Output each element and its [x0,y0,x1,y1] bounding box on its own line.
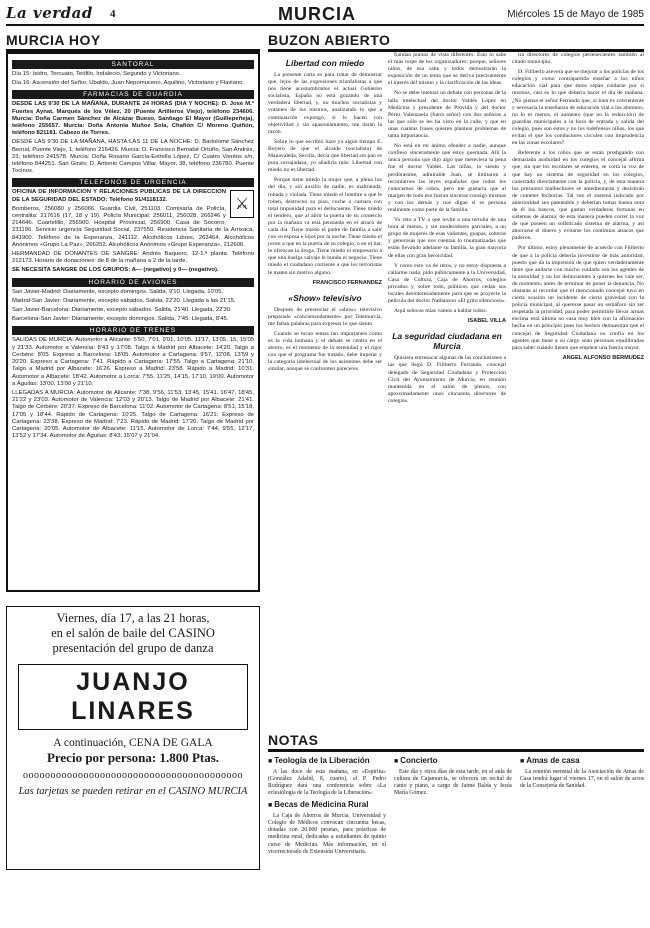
casino-advertisement [6,606,260,870]
flight-sj-barcelona: San Javier-Barcelona: Diariamente, excepto sábados. Salida, 21'40. Llegada, 22'30. [12,307,232,314]
buzon-column-3 [512,52,644,724]
article-title-seguridad: La seguridad ciudadana en Murcia [392,331,502,352]
article-paragraph: Porque tiene miedo la mujer que, a plena luz del día, y sin auxilio de nadie, es maltratada, robada y violada. Tiene miedo el hombre a que le roben, destrocen su piso, coche o camara con total impunidad para el delincuente. Tiene miedo el tendero, que al abrir la puerta de su comercio por la mañana va está pensando en el atraco de cada día. Tiene miedo el padre de familia a salir con su esposa e hijos por la noche. Tiene miedo el joven a que en la puerta de su colegio, o en el bar, le ofrezcan la droga. Tiene miedo el empresario a que una huelga salvaje le hunda el negocio. Tiene miedo el ciudadano corriente a que los terroristas le maten sin motivo alguno. [268,177,382,276]
notas-column-1 [268,754,386,882]
urgencia-band: TELEFONOS DE URGENCIA [12,178,254,187]
nota-title: ■ Amas de casa [520,756,644,767]
article-paragraph: Sobre lo que escribió hace ya algún tiempo E. Boyero de que el alcalde (socialista) de Manavaleda, Sevilla, decía que libertad sin pan es pura cerrajadaza, yo añadiría más: Libertad con miedo no es libertad. [268,138,382,174]
article-signature: FRANCISCO FERNANDEZ [312,279,382,286]
article-paragraph: No se debe intentar un debate con personas de la talla intelectual del doctor Valdés López en Medicina y presidente de Provida y del doctor Pérez Valenzuela (fuera señor) con dos señoras a las que sólo se les ha visto en la calle, y que en unas cuantas frases quieren plantear problemas de tanta importancia. [388,90,506,140]
article-paragraph: Por último, estoy plenamente de acuerdo con Filiberto de que a la policía debería investirse de más autoridad, puesto que da la impresión de que quien verdaderamente tiene que andarse con mucho cuidado son los agentes de la autoridad y no los delincuentes a quienes les vale ser, de momento, antes de terminar de poner la denuncia. No obstante al recordar que el mencionado concejal tuvo en cierta ocasión un incidente de cierta gravedad con la policía municipal, al quererse pasar un semáforo sin ser respetada la prioridad, para poder permitirle llevar armas encima está última no casa muy bien con la afirmación hecha en un principio pues los hechos demuestran que el concejal de Seguridad Ciudadana no confía en los agentes que tiene a su cargo sean personas equilibradas para saber cuándo tienen que emplear una fuerza mayor. [512,245,644,351]
article-title-libertad: Libertad con miedo [285,58,365,68]
article-signature: ANGEL ALFONSO BERMUDEZ [562,354,644,361]
ad-circle-border: oooooooooooooooooooooooooooooooooooooooo [23,770,243,781]
nota-title: ■ Becas de Medicina Rural [268,800,386,811]
ad-date-line: Viernes, día 17, a las 21 horas, [56,611,210,625]
ad-dinner-line: A continuación, CENA DE GALA [53,737,213,749]
urgencia-info-office: OFICINA DE INFORMACION Y RELACIONES PUBLICAS DE LA DIRECCION DE LA SEGURIDAD DEL ESTADO: Teléfono 91/4118132. [12,189,226,203]
nota-text: Este día y otros días de esta tarde, en el aula de cultura de Cajamurcia, se ofrecerá un recital de canto y piano, a cargo de Jaime Balda y Jesús María Gómez. [394,768,512,797]
train-departures: SALIDAS DE MURCIA: Automotor a Alicante: 5'50, 7'01, 9'01, 10'05, 11'17, 13'05, 15, 15'05 y 21'33. Automotor a Valencia: 8'43 y 17'08. Talgo a Madrid por Albacete: 14'20. Talgo a Cerbère: 8'05. Expreso a Barcelona: 18'05. Automotor a Cartagena: 9'57, 12'08, 13'59 y 20'20. Expreso a Cartagena: 7'41. Rápido a Cartagena: 17'55. Talgo a Cartagena: 21'10. Talgo a Madrid por Albacete: 16'26. Expreso a Madrid: 23'58. Rápido a Madrid: 10'31. Automotor a Albacete: 18'42. Automotor a Lorca: 7'55, 11'25, 14'15, 17'10, 19'00. Automotor a Águilas: 13'00, 13'00 y 21'10. [12,337,254,387]
page-number: 4 [110,8,116,20]
article-paragraph: Quisiera entresacar algunas de las conclusiones a las que llegó D. Filiberto Ferrando, concejal delegado de Seguridad Ciudadana y Protección Civil del Ayuntamiento de Murcia, en reunión mantenida en el salón de plenos, con aproximadamente unos cincuenta directores de colegios. [388,355,506,404]
farmacias-until-11: DESDE LAS 9'30 DE LA MAÑANA, HASTA LAS 11 DE LA NOCHE: D. Bartolomé Sánchez Bernal, Puente Viejo, 1, teléfono 216426. Murcia: D. Francisco Bernabé Ortuño, San Andrés, 23, teléfono 241578. Murcia: Doña Rosario García-Estrella López, C/ Cuatro Vientos s/n, teléfono 844251. San Ginés; D. Antonio Campos Villar, Mayor, 38, teléfono 236780. Puente Tocinos. [12,139,254,175]
train-arrivals: LLEGADAS A MURCIA: Automotor de Alicante: 7'38, 9'56, 11'53, 13'45, 15'41, 16'47, 18'45, 21'22 y 23'03. Automotor de Valencia: 12'03 y 20'13. Talgo de Madrid por Albacete: 21'41. Talgo de Cerbère: 20'37. Expreso de Barcelona: 11'02. Automotor de Cartagena: 8'51, 15'18, 17'05 y 18'44. Rápido de Cartagena: 10'25. Talgo de Cartagena: 16'21. Expreso de Cartagena: 23'38. Expreso de Madrid: 7'23. Rápido de Madrid: 17'20. Talgo de Madrid por Cartagena: 20'05. Automotor de Albacete: 11'15. Automotor de Lorca: 7'44, 9'55, 12'17, 13'52 y 17'34. Automotor de Águilas: 8'43, 15'07 y 21'04. [12,389,254,440]
murcia-hoy-heading: MURCIA HOY [6,32,260,52]
section-title: MURCIA [278,4,356,24]
masthead [6,4,644,26]
santoral-band: SANTORAL [12,60,254,69]
article-paragraph: Cuando se tocan temas tan importantes como es la vida humana y el debate se centra en el aborto, es el momento de la serenidad y el rigor con que el programa fue tratado, debe imperar y la categoría intelectual de los asistentes debe ser similar, aunque se confronten pareceres. [268,331,382,373]
nota-title: ■ Teología de la Liberación [268,756,386,767]
notas-heading: NOTAS [268,732,644,752]
article-paragraph: D. Filiberto asevera que se mejorar a los policías de los colegios y como contrapartida enseñar a los niños educación vial para que éstos sepan cuidarse por sí mismos, casi es lo que debería hacer el día de mañana. ¿No piensa el señor Ferrando que, si bien es conveniente y necesaria la enseñanza de educación vial a los alumnos, no lo es menos, el aumento (que no la reducción) de guardias municipales a la hora de entrada y salida del colegio, pues son éstos y no los indefensos niños, los que evitan el que los conductores circulen con imprudencia en las zonas escolares? [512,69,644,147]
nota-text: La reunión mensual de la Asociación de Amas de Casa tendrá lugar el viernes 17, en el salón de actos de la Consejería de Sanidad. [520,768,644,789]
article-paragraph: fiandan puntos de vista diferentes. Esto lo sabe el más torpe de los organizadores; porque, señores niños, de esa sabe y todos demostrarán la exposición de un tema que se deriva precisamente el interés del mismo y la clarificación de las ideas. [388,52,506,87]
notas-section [268,732,644,882]
flight-madrid-sj: Madrid-San Javier: Diariamente, excepto sábados. Salida, 22'20. Llegada a las 21'15. [12,297,236,304]
santoral-day-15: Día 15: Isidro, Torcuato, Teófilo, Indalecio, Segundo y Victoriano. [12,71,181,77]
aviones-band: HORARIO DE AVIONES [12,278,254,287]
trenes-band: HORARIO DE TRENES [12,326,254,335]
article-signature: ISABEL VILLA [467,318,506,325]
issue-date: Miércoles 15 de Mayo de 1985 [507,9,644,20]
newspaper-logo: La verdad [6,4,93,22]
notas-column-3 [520,754,644,882]
article-paragraph: Aquí señoras mías vamos a hablar todos. [394,308,488,315]
article-paragraph: Yo reto a TV a que invite a una tertulia de una hora al menos, y sin moderadores parciales, a un grupo de mujeres de esas valientes, guapas, solteras y generosas que nos cuentan lo traumatizadas que están llevando adelante su familia, la gran mayoría de ellas con gran heroicidad. [388,217,506,259]
article-title-show: «Show» televisivo [288,292,362,303]
urgencia-blood-groups: SE NECESITA SANGRE DE LOS GRUPOS: A— (negativo) y 0— (negativo). [12,267,219,274]
ad-venue-line: en el salón de baile del CASINO [51,626,215,640]
farmacias-24h: DESDE LAS 9'30 DE LA MAÑANA, DURANTE 24 HORAS (DIA Y NOCHE): D. José M.ª Fuertes Aynat, Marqués de los Vélez, 20 (Puente Artilleros Viejo), teléfono 234606. Murcia: Doña Carmen Sánchez de Alcázar Bueso, Santiago El Mayor (Guillepeñeja), teléfono 255657. Murcia: Doña Antonia Muñoz Sola, Chafión C/ Moreno Quiñón, teléfono 821181. Cabezo de Torres. [12,101,254,137]
article-paragraph: Referente a los robos que se están prodigando con demasiada asiduidad en los colegios el concejal afirma que, sin que los escolares se enteren, se corta la voz de que hay un sistema de seguridad en los colegios, conectado directamente con la policía, y, de esta manera los presuntos malhechores se amedrentarán y desistirán de cometer fechorías. Tal vez el sistema indicado por anterioridad sea patentable y deberían tomar buena nota de él los bancos, que gastan verdaderas fortunas en sistemas de alarma; de esta manera pueden correr la voz de que poseen un sofisticado sistema de alarma, y así ahorrarse el dinero y evitarse los continuos atracos que padecen. [512,150,644,242]
article-paragraph: Después de presenciar el «show» televisivo preparado «concienzudamente» por Telemurcia, me faltan palabras para expresar lo que siento. [268,306,382,327]
state-security-seal-icon: ⚔ [230,190,254,218]
flight-sj-madrid: San Javier-Madrid: Diariamente, excepto domingos. Salida, 9'10. Llegada, 10'05. [12,288,224,295]
notas-column-2 [394,754,512,882]
buzon-column-2 [388,52,506,724]
nota-text: A las doce de esta mañana, en «Espiritu» (González Adalid, 8, cuarto), el P. Pedro Rodríguez dará una conferencia sobre «La eclesiología de la Teología de la Liberación». [268,768,386,797]
article-paragraph: No está en mi ánimo ofender a nadie, aunque confieso sinceramente que estoy quemada. Allí la única persona que dijo algo que mereciera la pena fue el doctor Valdés. Las niñas, lo siento y perdónenme, admirable Juan, se limitaron a recordarnos las leyes españolas que todos los conocemos de sobra, pero me gustaría que al margen de todo eso fueran sinceras consigo mismas y con los demás y nos digan si es persona realmente como parte de la familia. [388,143,506,213]
article-paragraph: tra directores de colegios pertenecientes también al citado municipio. [512,52,644,66]
buzon-column-1 [268,52,382,724]
nota-text: La Caja de Ahorros de Murcia, Universidad y Colegio de Médicos convocan cincuenta becas, dotadas con 20.000 pesetas, para prácticas de medicina rural, dedicadas a estudiantes de quinto curso de Medicina. Más información, en el vicerrectorado de Extensión Universitaria. [268,812,386,855]
urgencia-blood-donors: HERMANDAD DE DONANTES DE SANGRE: Andrés Baquero, 12-1.ª planta. Teléfono 212173. Horario de donaciones: de 8 de la mañana a 2 de la tarde. [12,251,254,265]
ad-performer-name: JUANJO LINARES [18,664,248,730]
santoral-day-16: Día 16: Ascensión del Señor, Ubaldo, Juan Nepomuceno, Aquilino, Victoriano y Flaviano. [12,80,245,87]
murcia-hoy-box [6,52,260,592]
ad-presentation-line: presentación del grupo de danza [52,641,214,655]
farmacias-band: FARMACIAS DE GUARDIA [12,90,254,99]
article-paragraph: La presente carta es para tratar de demostrar que, lejos de las expresiones triunfalistas a que nos tiene acostumbrados el actual Gobierno socialista, España no está gozando de una verdadera libertad, y, no muchos socialistas y votantes de los mismos, analizando lo que a continuación expongo, si lo hacen con objetividad y sin apasionamiento, me darán la razón. [268,72,382,135]
buzon-abierto-heading: BUZON ABIERTO [268,32,644,52]
urgencia-phones: Bomberos, 256080 y 256066. Guardia Civil, 251103. Comisaría de Policía, centralita: 217616 (17, 18 y 19). Policía Municipal: 256011, 256028, 266246 y 214646. Cuartelillo, 256900. Hospital Provincial, 256900. Casa de Socorro, 231196. Servicio urgencia Seguridad Social, 237550. Residencia Sanitaria de la Arrixaca, 841900. Teléfono de la Esperanza, 241112. Alcohólicos Libres, 263464. Alcohólicos Anónimos «Grupo La Paz», 266252. Alcohólicos Anónimos «Grupo Esperanza», 212606. [12,205,254,248]
article-paragraph: Y como esto va de retos, y no estoy dispuesta a callarme nada, pido públicamente a la Universidad, Casa de Cultura, Caja de Ahorros, colegios privados y, sobre todo, públicos que cedan sus locales desinteresadamente para que se proyecte la película del doctor Nathanson «El grito silencioso». [388,262,506,305]
ad-tickets-line: Las tarjetas se pueden retirar en el CASINO MURCIA [18,786,248,797]
nota-title: ■ Concierto [394,756,512,767]
ad-price-line: Precio por persona: 1.800 Ptas. [46,750,220,765]
flight-barcelona-sj: Barcelona-San Javier: Diariamente, excepto domingos. Salida, 7'45. Llegada, 8'45. [12,316,229,323]
